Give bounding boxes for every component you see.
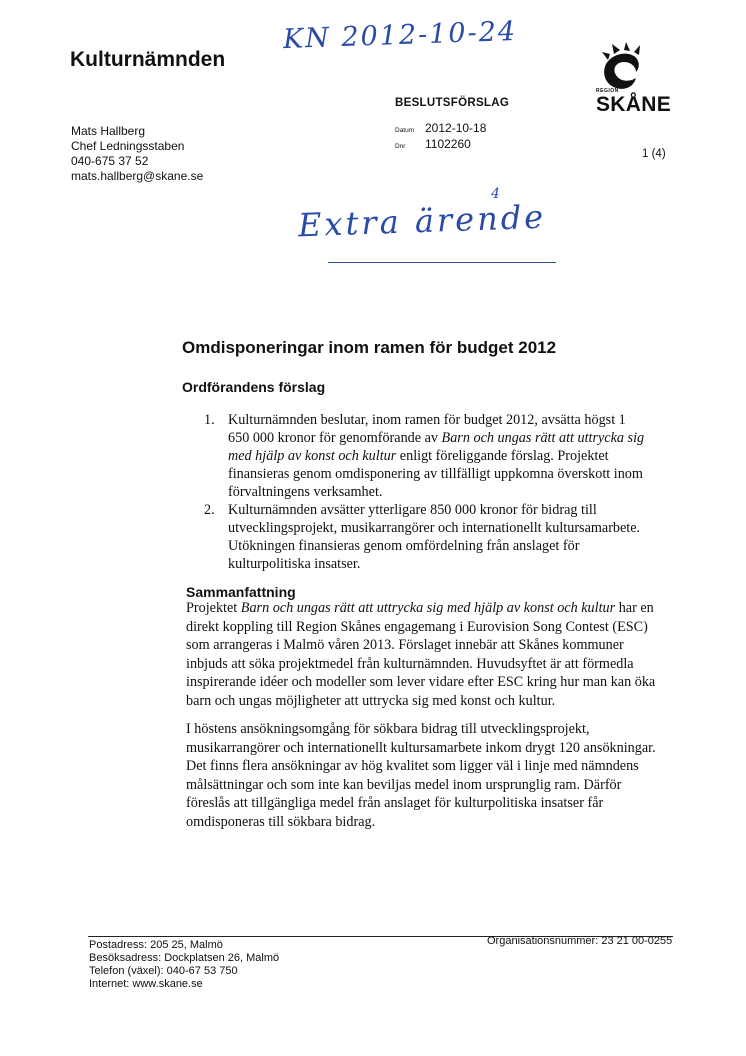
footer-address bbox=[89, 939, 279, 991]
item-text-part: Kulturnämnden avsätter ytterligare 850 000 kronor för bidrag till utvecklingsprojekt, musikarrangörer och internationellt kultursamarbete. Utökningen finansieras genom omfördelning från anslaget för kulturpolitiska insatser. bbox=[228, 502, 641, 572]
proposal-list bbox=[190, 411, 650, 573]
footer-visit: Besöksadress: Dockplatsen 26, Malmö bbox=[89, 952, 280, 964]
page-number: 1 (4) bbox=[642, 148, 666, 160]
organization-name: Kulturnämnden bbox=[70, 48, 226, 71]
handwritten-underline bbox=[328, 262, 556, 263]
document-meta bbox=[395, 121, 486, 153]
document-title: Omdisponeringar inom ramen för budget 2012 bbox=[182, 338, 557, 357]
paragraph-text-italic: Barn och ungas rätt att uttrycka sig med hjälp av konst och kultur bbox=[240, 600, 616, 616]
sender-role: Chef Ledningsstaben bbox=[71, 139, 185, 153]
list-item-text bbox=[228, 501, 650, 573]
handwritten-note-number: 4 bbox=[491, 186, 500, 202]
item-text-italic: Barn och ungas rätt att uttrycka sig med hjälp av konst och kultur bbox=[228, 430, 645, 464]
document-type: BESLUTSFÖRSLAG bbox=[395, 97, 510, 109]
footer-phone: Telefon (växel): 040-67 53 750 bbox=[89, 965, 238, 977]
logo-name-text: SKÅNE bbox=[596, 93, 672, 116]
sender-email: mats.hallberg@skane.se bbox=[71, 169, 204, 183]
list-item-number: 2. bbox=[204, 502, 215, 518]
griffin-emblem-icon bbox=[594, 42, 678, 92]
dnr-value: 1102260 bbox=[425, 137, 471, 151]
logo-region-text: REGION bbox=[596, 88, 619, 94]
footer-web: Internet: www.skane.se bbox=[89, 978, 203, 990]
region-skane-logo bbox=[594, 42, 678, 116]
summary-paragraph-2: I höstens ansökningsomgång för sökbara bidrag till utvecklingsprojekt, musikarrangörer och internationellt kultursamarbete inkom drygt 120 ansökningar. Det finns flera ansökningar av hög kvalitet som ligger väl i linje med nämndens målsättningar och som inte kan beviljas medel inom ursprunglig ram. Därför föreslås att tillgängliga medel från anslaget för kulturpolitiska insatser får omdisponeras till sökbara bidrag. bbox=[186, 721, 656, 830]
footer-org-number: Organisationsnummer: 23 21 00-0255 bbox=[487, 935, 673, 947]
footer-postal: Postadress: 205 25, Malmö bbox=[89, 939, 223, 951]
paragraph-text-part: Projektet bbox=[186, 600, 241, 616]
list-item bbox=[190, 411, 650, 501]
item-text-part: Kulturnämnden beslutar, inom ramen för budget 2012, avsätta högst 1 650 000 kronor för genomförande av bbox=[228, 412, 626, 446]
sender-phone: 040-675 37 52 bbox=[71, 154, 149, 168]
handwritten-stamp: KN 2012-10-24 bbox=[282, 15, 518, 56]
item-text-part: enligt föreliggande förslag. Projektet finansieras genom omdisponering av tillfälligt uppkomna överskott inom förvaltningens verksamhet. bbox=[228, 448, 643, 500]
sender-name: Mats Hallberg bbox=[71, 124, 146, 138]
paragraph-text-part: har en direkt koppling till Region Skånes engagemang i Eurovision Song Contest (ESC) som arrangeras i Malmö våren 2013. Förslaget innebär att Skånes kommuner inbjuds att söka projektmedel från kulturnämnden. Huvudsyftet är att förmedla inspirerande idéer och modeller som lever vidare efter ESC kring hur man kan öka barn och ungas möjligheter att uttrycka sig med konst och kultur. bbox=[186, 600, 656, 709]
list-item-text bbox=[228, 411, 650, 501]
sender-block bbox=[71, 124, 203, 184]
list-item bbox=[190, 501, 650, 573]
handwritten-note: Extra ärende bbox=[297, 197, 547, 245]
list-item-number: 1. bbox=[204, 412, 215, 428]
dnr-row bbox=[395, 137, 486, 153]
dnr-label: Dnr bbox=[395, 143, 406, 150]
summary-paragraph-1 bbox=[186, 599, 656, 710]
date-label: Datum bbox=[395, 127, 415, 134]
proposal-heading: Ordförandens förslag bbox=[182, 379, 326, 395]
date-row bbox=[395, 121, 486, 137]
summary-heading: Sammanfattning bbox=[186, 584, 296, 600]
date-value: 2012-10-18 bbox=[425, 121, 487, 135]
